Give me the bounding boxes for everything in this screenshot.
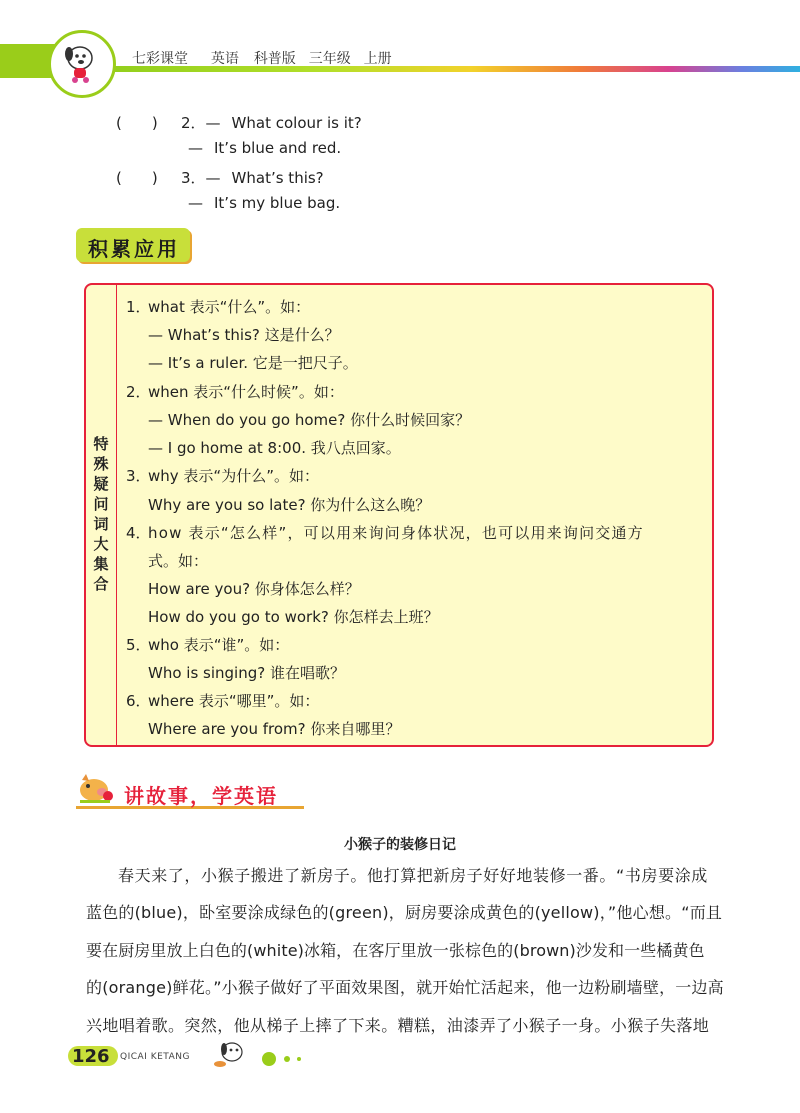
footer-dot xyxy=(297,1057,301,1061)
exercise-answer: It’s my blue bag. xyxy=(214,194,341,212)
header-volume: 上册 xyxy=(363,51,392,67)
item-line: How are you? 你身体怎么样？ xyxy=(148,580,360,598)
dash: — xyxy=(188,194,203,212)
exercise-2-answer xyxy=(188,139,341,157)
item-line: — When do you go home? 你什么时候回家？ xyxy=(148,411,471,429)
item-line: how 表示“怎么样”，可以用来询问身体状况，也可以用来询问交通方 xyxy=(148,524,644,542)
exercise-question: What’s this? xyxy=(231,169,324,187)
exercise-3-question xyxy=(116,167,324,188)
header-grade: 三年级 xyxy=(308,51,351,67)
item-line: when 表示“什么时候”。如： xyxy=(148,383,344,401)
header-edition: 科普版 xyxy=(253,51,296,67)
puppy-mascot-icon xyxy=(58,40,102,84)
item-line: Who is singing? 谁在唱歌？ xyxy=(148,664,345,682)
item-line: 式。如： xyxy=(148,552,209,570)
answer-blank: ( ) xyxy=(116,169,158,187)
story-title: 小猴子的装修日记 xyxy=(344,837,456,853)
answer-blank: ( ) xyxy=(116,114,158,132)
dash: — xyxy=(205,114,221,132)
item-number: 1． xyxy=(126,298,151,316)
item-line: where 表示“哪里”。如： xyxy=(148,692,320,710)
exercise-number: 3． xyxy=(181,169,206,187)
story-line: 蓝色的(blue)，卧室要涂成绿色的(green)，厨房要涂成黄色的(yellow)，”他心想。“而且 xyxy=(86,903,723,922)
item-number: 4． xyxy=(126,524,151,542)
section-title-story: 讲故事，学英语 xyxy=(124,784,278,808)
item-line: what 表示“什么”。如： xyxy=(148,298,311,316)
item-line: — What’s this? 这是什么？ xyxy=(148,326,340,344)
footer-brand: QICAI KETANG xyxy=(120,1052,190,1062)
story-line: 春天来了，小猴子搬进了新房子。他打算把新房子好好地装修一番。“书房要涂成 xyxy=(118,866,708,885)
exercise-2-question xyxy=(116,112,362,133)
section-title-accumulate: 积累应用 xyxy=(88,237,180,261)
item-number: 5． xyxy=(126,636,151,654)
dash: — xyxy=(188,139,203,157)
page-number: 126 xyxy=(72,1046,110,1067)
header-subject: 英语 xyxy=(210,51,239,67)
story-line: 要在厨房里放上白色的(white)冰箱，在客厅里放一张棕色的(brown)沙发和一些橘黄色 xyxy=(86,941,705,960)
exercise-3-answer xyxy=(188,194,340,212)
item-line: — It’s a ruler. 它是一把尺子。 xyxy=(148,354,358,372)
header-rainbow-bar xyxy=(0,44,800,78)
item-line: How do you go to work? 你怎样去上班？ xyxy=(148,608,439,626)
footer-dot xyxy=(262,1052,276,1066)
dash: — xyxy=(205,169,221,187)
tips-box-side-title: 特殊疑问词大集合 xyxy=(93,435,109,593)
story-line: 的(orange)鲜花。”小猴子做好了平面效果图，就开始忙活起来，他一边粉刷墙壁，一边高 xyxy=(86,978,724,997)
exercise-answer: It’s blue and red. xyxy=(214,139,342,157)
pig-mascot-icon xyxy=(76,770,116,806)
item-number: 2． xyxy=(126,383,151,401)
exercise-number: 2． xyxy=(181,114,206,132)
header-title xyxy=(132,48,392,68)
exercise-question: What colour is it? xyxy=(231,114,362,132)
header-brand: 七彩课堂 xyxy=(132,51,188,67)
item-number: 3． xyxy=(126,467,151,485)
footer-dot xyxy=(284,1056,290,1062)
item-line: — I go home at 8:00. 我八点回家。 xyxy=(148,439,401,457)
item-line: why 表示“为什么”。如： xyxy=(148,467,319,485)
puppy-footer-icon xyxy=(212,1038,252,1070)
story-line: 兴地唱着歌。突然，他从梯子上摔了下来。糟糕，油漆弄了小猴子一身。小猴子失落地 xyxy=(86,1016,710,1035)
item-line: Why are you so late? 你为什么这么晚？ xyxy=(148,496,431,514)
item-line: Where are you from? 你来自哪里？ xyxy=(148,720,401,738)
item-line: who 表示“谁”。如： xyxy=(148,636,290,654)
item-number: 6． xyxy=(126,692,151,710)
